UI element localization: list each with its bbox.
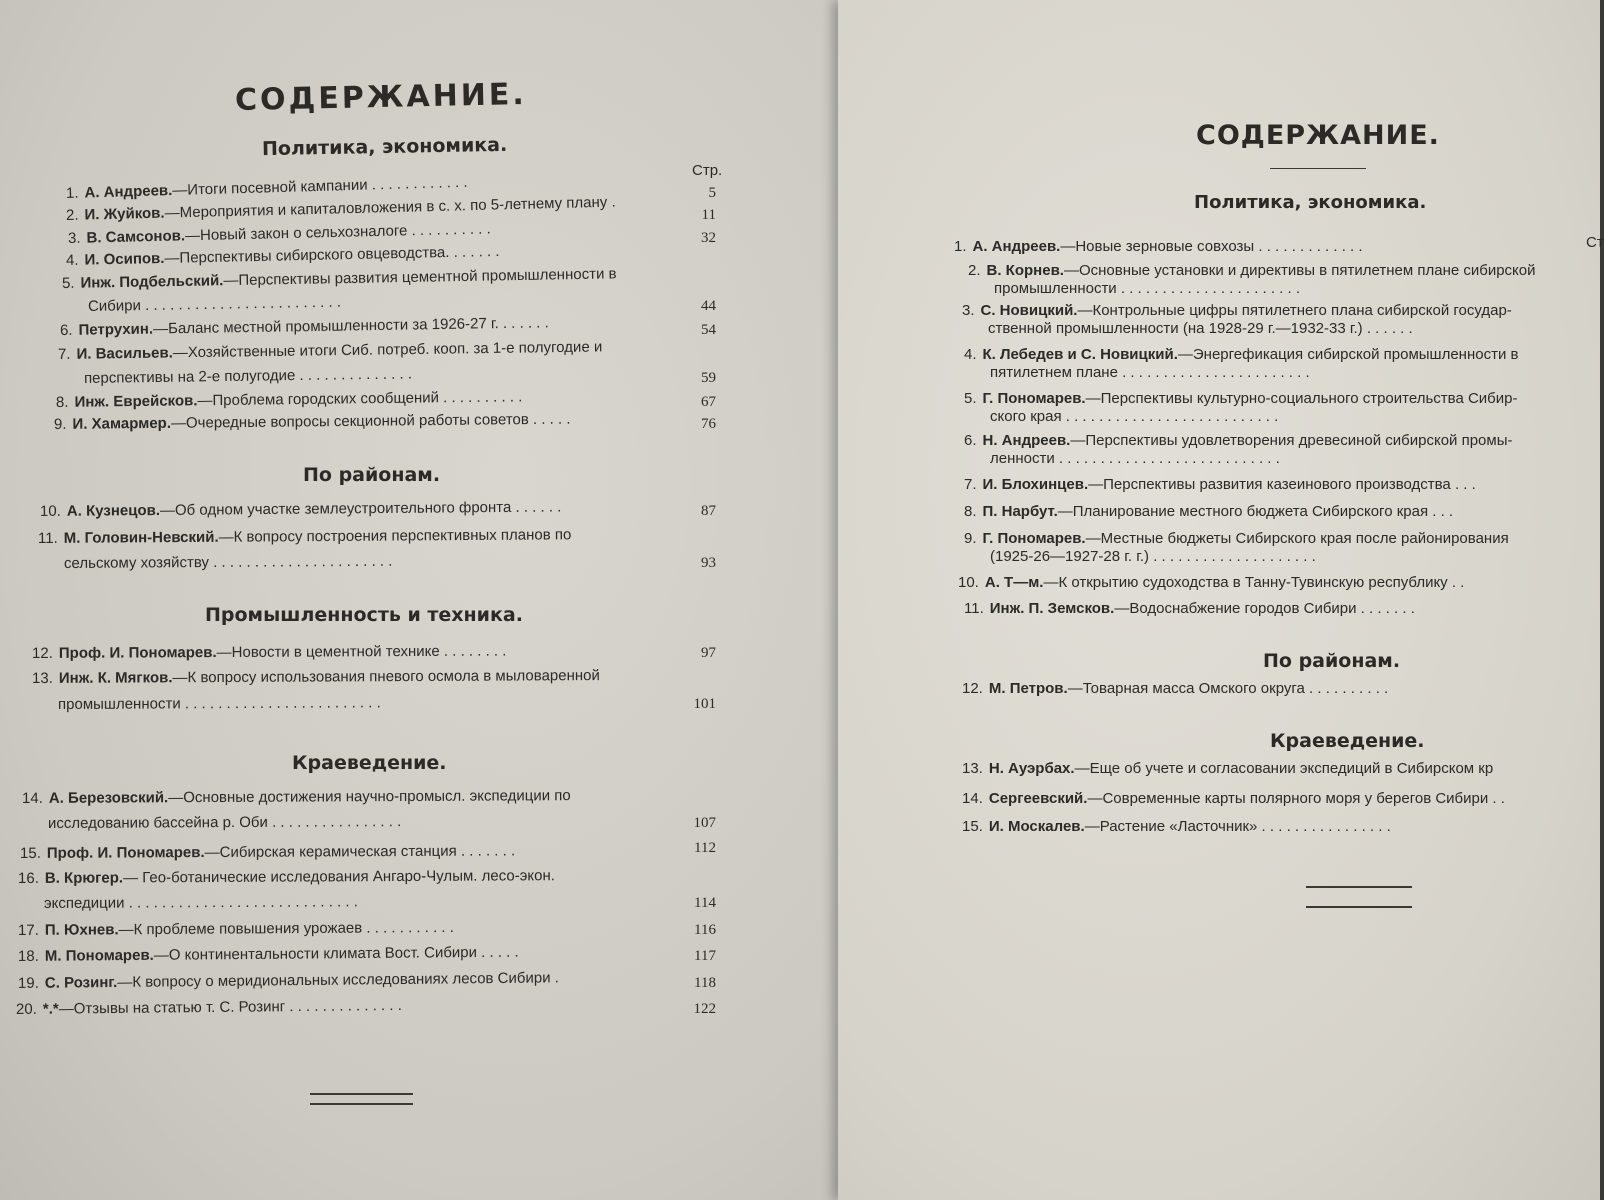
toc-entry [32,667,600,687]
entry-number: 11. [37,529,58,547]
entry-title: —Современные карты полярного моря у берегов Сибири . . [1087,790,1505,807]
entry-page-number: 101 [693,696,716,712]
left-section-heading: Краеведение. [292,752,447,774]
entry-title-continuation: Сибири . . . . . . . . . . . . . . . . . . . . . . . . [87,293,342,315]
entry-author: К. Лебедев и С. Новицкий. [982,346,1178,363]
entry-title-continuation: промышленности . . . . . . . . . . . . . . . . . . . . . . . . [57,694,381,713]
entry-number: 9. [964,530,977,547]
entry-number: 10. [39,502,61,520]
toc-entry [962,790,1505,807]
entry-number: 20. [15,1000,37,1018]
entry-title: —Очередные вопросы секционной работы советов . . . . . [170,410,571,432]
toc-entry [968,262,1536,279]
toc-entry [20,842,515,862]
entry-title: — Гео-ботанические исследования Ангаро-Чулым. лесо-экон. [123,867,555,887]
entry-page-number: 32 [701,230,716,246]
end-rule [1306,886,1412,888]
entry-title: —О континентальности климата Вост. Сибири . . . . . [153,943,519,964]
entry-author: С. Розинг. [44,973,118,992]
entry-number: 13. [962,760,983,777]
entry-title-continuation: перспективы на 2-е полугодие . . . . . . . . . . . . . . [83,365,413,387]
right-section-heading: Политика, экономика. [1194,192,1427,213]
entry-author: П. Нарбут. [982,503,1058,520]
entry-author: *.* [42,1000,59,1018]
entry-author: Петрухин. [78,320,154,339]
entry-number: 8. [55,393,69,411]
entry-page-number: 97 [701,645,716,661]
end-rule [310,1093,413,1095]
entry-title: —Проблема городских сообщений . . . . . . . . . . [197,388,523,410]
entry-title: —Сибирская керамическая станция . . . . . . . [204,842,516,862]
toc-entry [18,944,519,965]
end-rule [1306,906,1412,908]
entry-author: В. Корнев. [986,262,1064,279]
entry-number: 11. [964,600,984,617]
entry-page-number: 107 [693,815,716,831]
entry-page-number: 118 [694,975,716,991]
entry-title: —Отзывы на статью т. С. Розинг . . . . . . . . . . . . . . [58,996,402,1018]
entry-title-continuation: (1925-26—1927-28 г. г.) . . . . . . . . . . . . . . . . . . . . [990,548,1316,565]
entry-author: И. Блохинцев. [982,476,1089,493]
toc-entry [56,388,523,411]
entry-number: 14. [21,789,43,807]
toc-entry [58,338,603,363]
entry-title: —Перспективы сибирского овцеводства. . . . . . . [164,242,500,267]
toc-entry [62,265,617,292]
entry-author: Н. Андреев. [982,432,1071,449]
entry-author: И. Хамармер. [72,414,172,433]
entry-author: М. Головин-Невский. [63,528,219,547]
entry-title: —Водоснабжение городов Сибири . . . . . . . [1114,600,1415,617]
entry-author: А. Андреев. [972,238,1061,255]
left-title: СОДЕРЖАНИЕ. [234,76,528,119]
toc-entry [964,600,1415,617]
entry-number: 6. [59,321,73,339]
entry-title-continuation: ственной промышленности (на 1928-29 г.—1932-33 г.) . . . . . . [988,320,1413,337]
end-rule [310,1103,413,1105]
toc-entry [22,787,571,807]
toc-entry [954,238,1363,255]
entry-title: —Растение «Ласточник» . . . . . . . . . . . . . . . . [1084,818,1391,835]
entry-title: —Итоги посевной кампании . . . . . . . . . . . . [172,173,468,200]
entry-title: —Энергефикация сибирской промышленности в [1177,346,1519,363]
entry-title: —Мероприятия и капиталовложения в с. х. по 5-летнему плану . [164,193,616,222]
entry-number: 6. [964,432,977,449]
entry-title: —Перспективы развития цементной промышленности в [223,265,617,290]
entry-title-continuation: ского края . . . . . . . . . . . . . . . . . . . . . . . . . . [990,408,1279,425]
entry-title: —Перспективы удовлетворения древесиной сибирской промы- [1070,432,1513,449]
entry-title-continuation: промышленности . . . . . . . . . . . . . . . . . . . . . . [994,280,1301,297]
entry-title-continuation: ленности . . . . . . . . . . . . . . . . . . . . . . . . . . . [990,450,1280,467]
right-section-heading: По районам. [1263,650,1401,672]
entry-author: Г. Пономарев. [982,390,1086,407]
entry-title: —К проблеме повышения урожаев . . . . . . . . . . . [118,918,454,939]
toc-entry [18,919,454,939]
entry-number: 5. [964,390,977,407]
entry-page-number: 5 [708,185,716,201]
entry-author: И. Васильев. [76,344,173,363]
entry-title: —Местные бюджеты Сибирского края после районирования [1085,530,1509,547]
entry-page-number: 59 [701,370,716,386]
toc-entry [32,643,506,662]
entry-title: —Основные установки и директивы в пятилетнем плане сибирской [1063,262,1536,279]
entry-title: —Контрольные цифры пятилетнего плана сибирской государ- [1077,302,1512,319]
entry-title-continuation: пятилетнем плане . . . . . . . . . . . . . . . . . . . . . . . [990,364,1310,381]
toc-entry [40,498,561,520]
entry-page-number: 114 [694,895,716,911]
entry-number: 4. [964,346,977,363]
entry-number: 1. [954,238,967,255]
entry-number: 1. [65,184,79,202]
right-page [838,0,1604,1200]
entry-author: М. Пономарев. [44,946,154,965]
entry-page-number: 67 [701,394,716,410]
entry-author: С. Новицкий. [980,302,1078,319]
entry-number: 2. [65,206,79,224]
entry-number: 19. [17,974,39,992]
entry-page-number: 11 [701,207,716,223]
entry-number: 9. [53,415,67,433]
entry-number: 18. [17,947,39,965]
entry-title: —К вопросу о меридиональных исследованиях лесов Сибири . [117,969,559,991]
toc-entry [964,530,1509,547]
entry-title: —Новый закон о сельхозналоге . . . . . . . . . . [184,220,491,245]
entry-author: В. Самсонов. [86,227,186,247]
entry-author: А. Андреев. [84,182,173,202]
entry-author: Г. Пономарев. [982,530,1086,547]
entry-author: И. Москалев. [988,818,1085,835]
entry-author: И. Жуйков. [84,204,165,224]
entry-author: Проф. И. Пономарев. [58,644,217,662]
right-section-heading: Краеведение. [1270,730,1425,752]
toc-entry [962,760,1493,777]
entry-author: И. Осипов. [84,249,165,269]
entry-title-continuation: сельскому хозяйству . . . . . . . . . . . . . . . . . . . . . . [63,552,393,572]
entry-number: 2. [968,262,981,279]
toc-entry [38,526,571,547]
entry-number: 7. [964,476,977,493]
entry-page-number: 87 [701,503,716,519]
entry-author: Сергеевский. [988,790,1088,807]
toc-entry [54,411,571,433]
left-section-heading: Промышленность и техника. [205,604,523,626]
entry-author: Инж. П. Земсков. [989,600,1115,617]
entry-number: 13. [31,669,53,687]
toc-entry [18,867,555,887]
entry-title-continuation: исследованию бассейна р. Оби . . . . . . . . . . . . . . . . [47,813,402,832]
entry-title: —Еще об учете и согласовании экспедиций в Сибирском кр [1074,760,1494,777]
entry-title: —Планирование местного бюджета Сибирского края . . . [1057,503,1454,520]
entry-number: 7. [57,345,71,363]
entry-author: Инж. Еврейсков. [74,392,198,411]
entry-author: В. Крюгер. [44,869,124,887]
entry-page-number: 112 [694,840,716,856]
entry-page-number: 76 [701,416,716,432]
toc-entry [66,243,500,269]
entry-title: —Перспективы культурно-социального строительства Сибир- [1085,390,1518,407]
entry-author: Н. Ауэрбах. [988,760,1075,777]
entry-number: 4. [65,251,79,269]
toc-entry [958,574,1464,591]
entry-number: 16. [17,869,39,887]
left-section-heading: По районам. [303,464,441,486]
entry-title: —К вопросу использования пневого осмола в мыловаренной [172,667,600,687]
entry-title: —Об одном участке землеустроительного фронта . . . . . . [159,498,562,519]
entry-title-continuation: экспедиции . . . . . . . . . . . . . . . . . . . . . . . . . . . . [43,893,358,912]
entry-title: —Новые зерновые совхозы . . . . . . . . . . . . . [1060,238,1363,255]
toc-entry [16,997,402,1018]
title-rule [1270,168,1366,169]
entry-author: М. Петров. [988,680,1068,697]
toc-entry [962,680,1388,697]
toc-entry [964,432,1512,449]
entry-title: —К вопросу построения перспективных планов по [218,526,572,546]
entry-author: А. Кузнецов. [66,501,161,520]
left-section-heading: Политика, экономика. [261,133,508,161]
entry-title: —К открытию судоходства в Танну-Тувинскую республику . . [1043,574,1465,591]
entry-author: Инж. К. Мягков. [58,669,173,687]
page-column-label: Стр. [692,162,723,179]
entry-number: 14. [962,790,983,807]
page-column-label: Ст [1586,234,1604,251]
entry-title: —Новости в цементной технике . . . . . . . . [216,642,507,662]
entry-number: 15. [962,818,983,835]
right-title: СОДЕРЖАНИЕ. [1196,120,1440,151]
toc-entry [964,390,1517,407]
entry-page-number: 122 [693,1001,716,1017]
entry-author: А. Березовский. [48,789,169,807]
entry-number: 3. [962,302,975,319]
entry-title: —Товарная масса Омского округа . . . . . . . . . . [1067,680,1389,697]
entry-title: —Баланс местной промышленности за 1926-27 г. . . . . . . [152,314,549,338]
entry-page-number: 117 [694,948,716,964]
entry-number: 10. [958,574,979,591]
entry-number: 15. [19,844,41,862]
entry-page-number: 93 [701,555,716,571]
entry-number: 5. [61,274,75,292]
entry-title: —Перспективы развития казеинового производства . . . [1088,476,1476,493]
toc-entry [962,302,1512,319]
entry-page-number: 54 [701,322,716,338]
toc-entry [964,503,1453,520]
entry-number: 12. [962,680,983,697]
entry-number: 3. [67,229,81,247]
entry-author: П. Юхнев. [44,921,119,939]
entry-page-number: 116 [694,922,716,938]
entry-author: Инж. Подбельский. [80,272,224,292]
entry-author: Проф. И. Пономарев. [46,844,205,862]
entry-number: 8. [964,503,977,520]
toc-entry [18,969,559,992]
toc-entry [964,346,1518,363]
entry-title: —Основные достижения научно-промысл. экспедиции по [168,787,571,807]
entry-author: А. Т—м. [984,574,1044,591]
toc-entry [60,314,549,339]
entry-title: —Хозяйственные итоги Сиб. потреб. кооп. за 1-е полугодие и [172,338,603,362]
entry-page-number: 44 [701,298,716,314]
toc-entry [962,818,1391,835]
toc-entry [68,220,491,247]
entry-number: 17. [17,921,39,939]
toc-entry [964,476,1476,493]
entry-number: 12. [31,644,53,662]
